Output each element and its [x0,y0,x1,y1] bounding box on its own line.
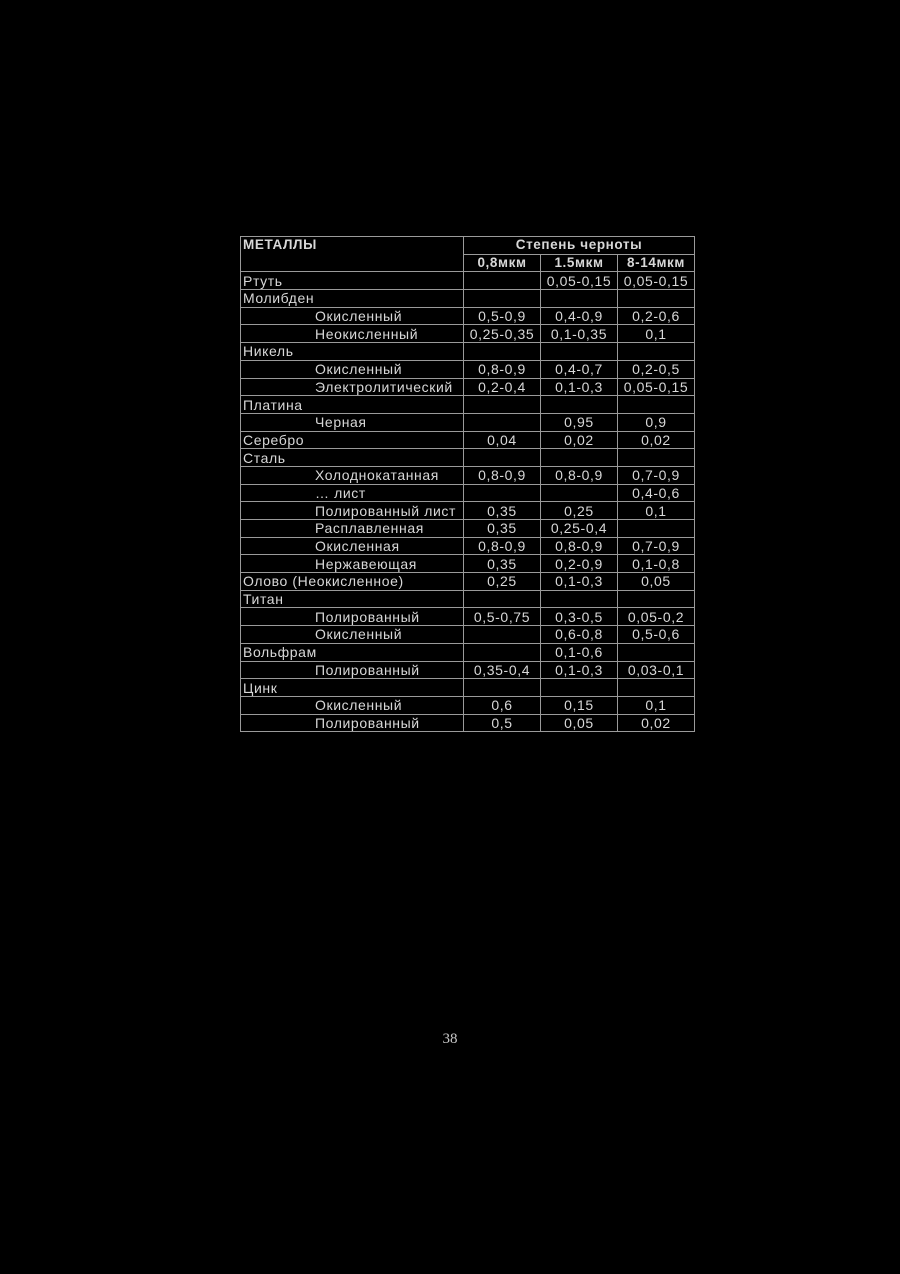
emissivity-value-cell [618,679,695,697]
emissivity-value-cell: 0,6-0,8 [541,626,618,644]
material-subtype-cell: Полированный лист [241,502,464,520]
material-subtype-cell: Неокисленный [241,325,464,343]
table-row [241,661,695,679]
emissivity-value-cell: 0,25-0,4 [541,520,618,538]
emissivity-value-cell: 0,5 [464,714,541,732]
emissivity-value-cell [618,590,695,608]
metal-name-cell: Титан [241,590,464,608]
material-subtype-cell: … лист [241,484,464,502]
table-row [241,626,695,644]
material-subtype-cell: Полированный [241,714,464,732]
metal-name-cell: Сталь [241,449,464,467]
emissivity-value-cell [464,290,541,308]
table-row [241,431,695,449]
emissivity-value-cell: 0,1-0,3 [541,661,618,679]
emissivity-value-cell: 0,4-0,9 [541,307,618,325]
table-row [241,502,695,520]
emissivity-value-cell: 0,1-0,3 [541,378,618,396]
table-row [241,679,695,697]
emissivity-value-cell: 0,2-0,4 [464,378,541,396]
header-metals: МЕТАЛЛЫ [241,237,464,272]
emissivity-value-cell: 0,02 [541,431,618,449]
emissivity-value-cell [464,396,541,414]
emissivity-value-cell: 0,05 [618,573,695,591]
metal-name-cell: Ртуть [241,272,464,290]
emissivity-value-cell [618,449,695,467]
emissivity-value-cell: 0,4-0,6 [618,484,695,502]
emissivity-value-cell [541,484,618,502]
table-row [241,537,695,555]
table-row [241,714,695,732]
emissivity-value-cell: 0,2-0,5 [618,360,695,378]
material-subtype-cell: Электролитический [241,378,464,396]
emissivity-value-cell: 0,1-0,8 [618,555,695,573]
material-subtype-cell: Полированный [241,661,464,679]
emissivity-value-cell: 0,1-0,3 [541,573,618,591]
emissivity-value-cell: 0,5-0,6 [618,626,695,644]
table-row [241,360,695,378]
emissivity-value-cell: 0,8-0,9 [464,360,541,378]
metal-name-cell: Вольфрам [241,643,464,661]
material-subtype-cell: Расплавленная [241,520,464,538]
emissivity-value-cell [618,643,695,661]
emissivity-value-cell: 0,05 [541,714,618,732]
emissivity-value-cell: 0,8-0,9 [541,466,618,484]
table-row [241,466,695,484]
emissivity-value-cell: 0,1 [618,325,695,343]
emissivity-value-cell: 0,35 [464,520,541,538]
emissivity-value-cell: 0,2-0,9 [541,555,618,573]
emissivity-value-cell: 0,8-0,9 [541,537,618,555]
material-subtype-cell: Окисленный [241,626,464,644]
emissivity-value-cell: 0,25 [541,502,618,520]
emissivity-value-cell [618,290,695,308]
emissivity-value-cell [618,343,695,361]
emissivity-value-cell [464,272,541,290]
emissivity-value-cell: 0,6 [464,696,541,714]
emissivity-value-cell: 0,1-0,35 [541,325,618,343]
table-row [241,520,695,538]
emissivity-value-cell: 0,5-0,75 [464,608,541,626]
emissivity-value-cell: 0,1 [618,502,695,520]
emissivity-value-cell: 0,1-0,6 [541,643,618,661]
emissivity-value-cell: 0,9 [618,413,695,431]
emissivity-value-cell: 0,05-0,15 [618,272,695,290]
emissivity-value-cell: 0,35 [464,555,541,573]
table-row [241,290,695,308]
emissivity-value-cell [541,679,618,697]
table-row [241,378,695,396]
emissivity-value-cell [464,413,541,431]
emissivity-value-cell: 0,05-0,15 [618,378,695,396]
emissivity-value-cell: 0,04 [464,431,541,449]
emissivity-value-cell: 0,4-0,7 [541,360,618,378]
table-row [241,484,695,502]
emissivity-value-cell: 0,7-0,9 [618,537,695,555]
emissivity-value-cell: 0,15 [541,696,618,714]
emissivity-value-cell: 0,8-0,9 [464,537,541,555]
emissivity-value-cell: 0,05-0,15 [541,272,618,290]
emissivity-value-cell: 0,5-0,9 [464,307,541,325]
emissivity-value-cell: 0,25-0,35 [464,325,541,343]
table-row [241,396,695,414]
material-subtype-cell: Нержавеющая [241,555,464,573]
material-subtype-cell: Окисленный [241,360,464,378]
metal-name-cell: Платина [241,396,464,414]
table-row [241,643,695,661]
table-row [241,307,695,325]
material-subtype-cell: Черная [241,413,464,431]
emissivity-value-cell [541,396,618,414]
table-body [241,272,695,732]
metal-name-cell: Олово (Неокисленное) [241,573,464,591]
material-subtype-cell: Окисленный [241,696,464,714]
table-row [241,590,695,608]
metal-name-cell: Никель [241,343,464,361]
emissivity-value-cell: 0,02 [618,431,695,449]
material-subtype-cell: Окисленная [241,537,464,555]
table-row [241,573,695,591]
emissivity-value-cell: 0,05-0,2 [618,608,695,626]
emissivity-value-cell [618,396,695,414]
header-wavelength-8-14: 8-14мкм [618,254,695,272]
emissivity-value-cell [541,290,618,308]
table-row [241,413,695,431]
table-row [241,555,695,573]
material-subtype-cell: Полированный [241,608,464,626]
emissivity-value-cell: 0,25 [464,573,541,591]
header-wavelength-1-5: 1.5мкм [541,254,618,272]
table-row [241,449,695,467]
emissivity-value-cell [464,484,541,502]
page-number: 38 [442,1031,458,1047]
emissivity-value-cell [618,520,695,538]
metal-name-cell: Молибден [241,290,464,308]
emissivity-value-cell: 0,7-0,9 [618,466,695,484]
header-emissivity: Степень черноты [464,237,695,255]
emissivity-value-cell [541,590,618,608]
header-wavelength-0-8: 0,8мкм [464,254,541,272]
metal-name-cell: Серебро [241,431,464,449]
emissivity-value-cell: 0,35-0,4 [464,661,541,679]
table-row [241,608,695,626]
emissivity-value-cell: 0,02 [618,714,695,732]
emissivity-value-cell [464,590,541,608]
emissivity-value-cell [464,449,541,467]
emissivity-value-cell: 0,2-0,6 [618,307,695,325]
emissivity-value-cell: 0,1 [618,696,695,714]
emissivity-value-cell [541,343,618,361]
emissivity-value-cell: 0,95 [541,413,618,431]
emissivity-value-cell [541,449,618,467]
emissivity-value-cell [464,343,541,361]
table-row [241,696,695,714]
emissivity-value-cell [464,679,541,697]
emissivity-table [240,236,695,732]
emissivity-value-cell [464,626,541,644]
emissivity-value-cell [464,643,541,661]
emissivity-value-cell: 0,03-0,1 [618,661,695,679]
emissivity-value-cell: 0,8-0,9 [464,466,541,484]
material-subtype-cell: Холоднокатанная [241,466,464,484]
emissivity-value-cell: 0,3-0,5 [541,608,618,626]
table-row [241,325,695,343]
emissivity-value-cell: 0,35 [464,502,541,520]
material-subtype-cell: Окисленный [241,307,464,325]
table-header-row [241,237,695,255]
table-row [241,272,695,290]
table-row [241,343,695,361]
metal-name-cell: Цинк [241,679,464,697]
